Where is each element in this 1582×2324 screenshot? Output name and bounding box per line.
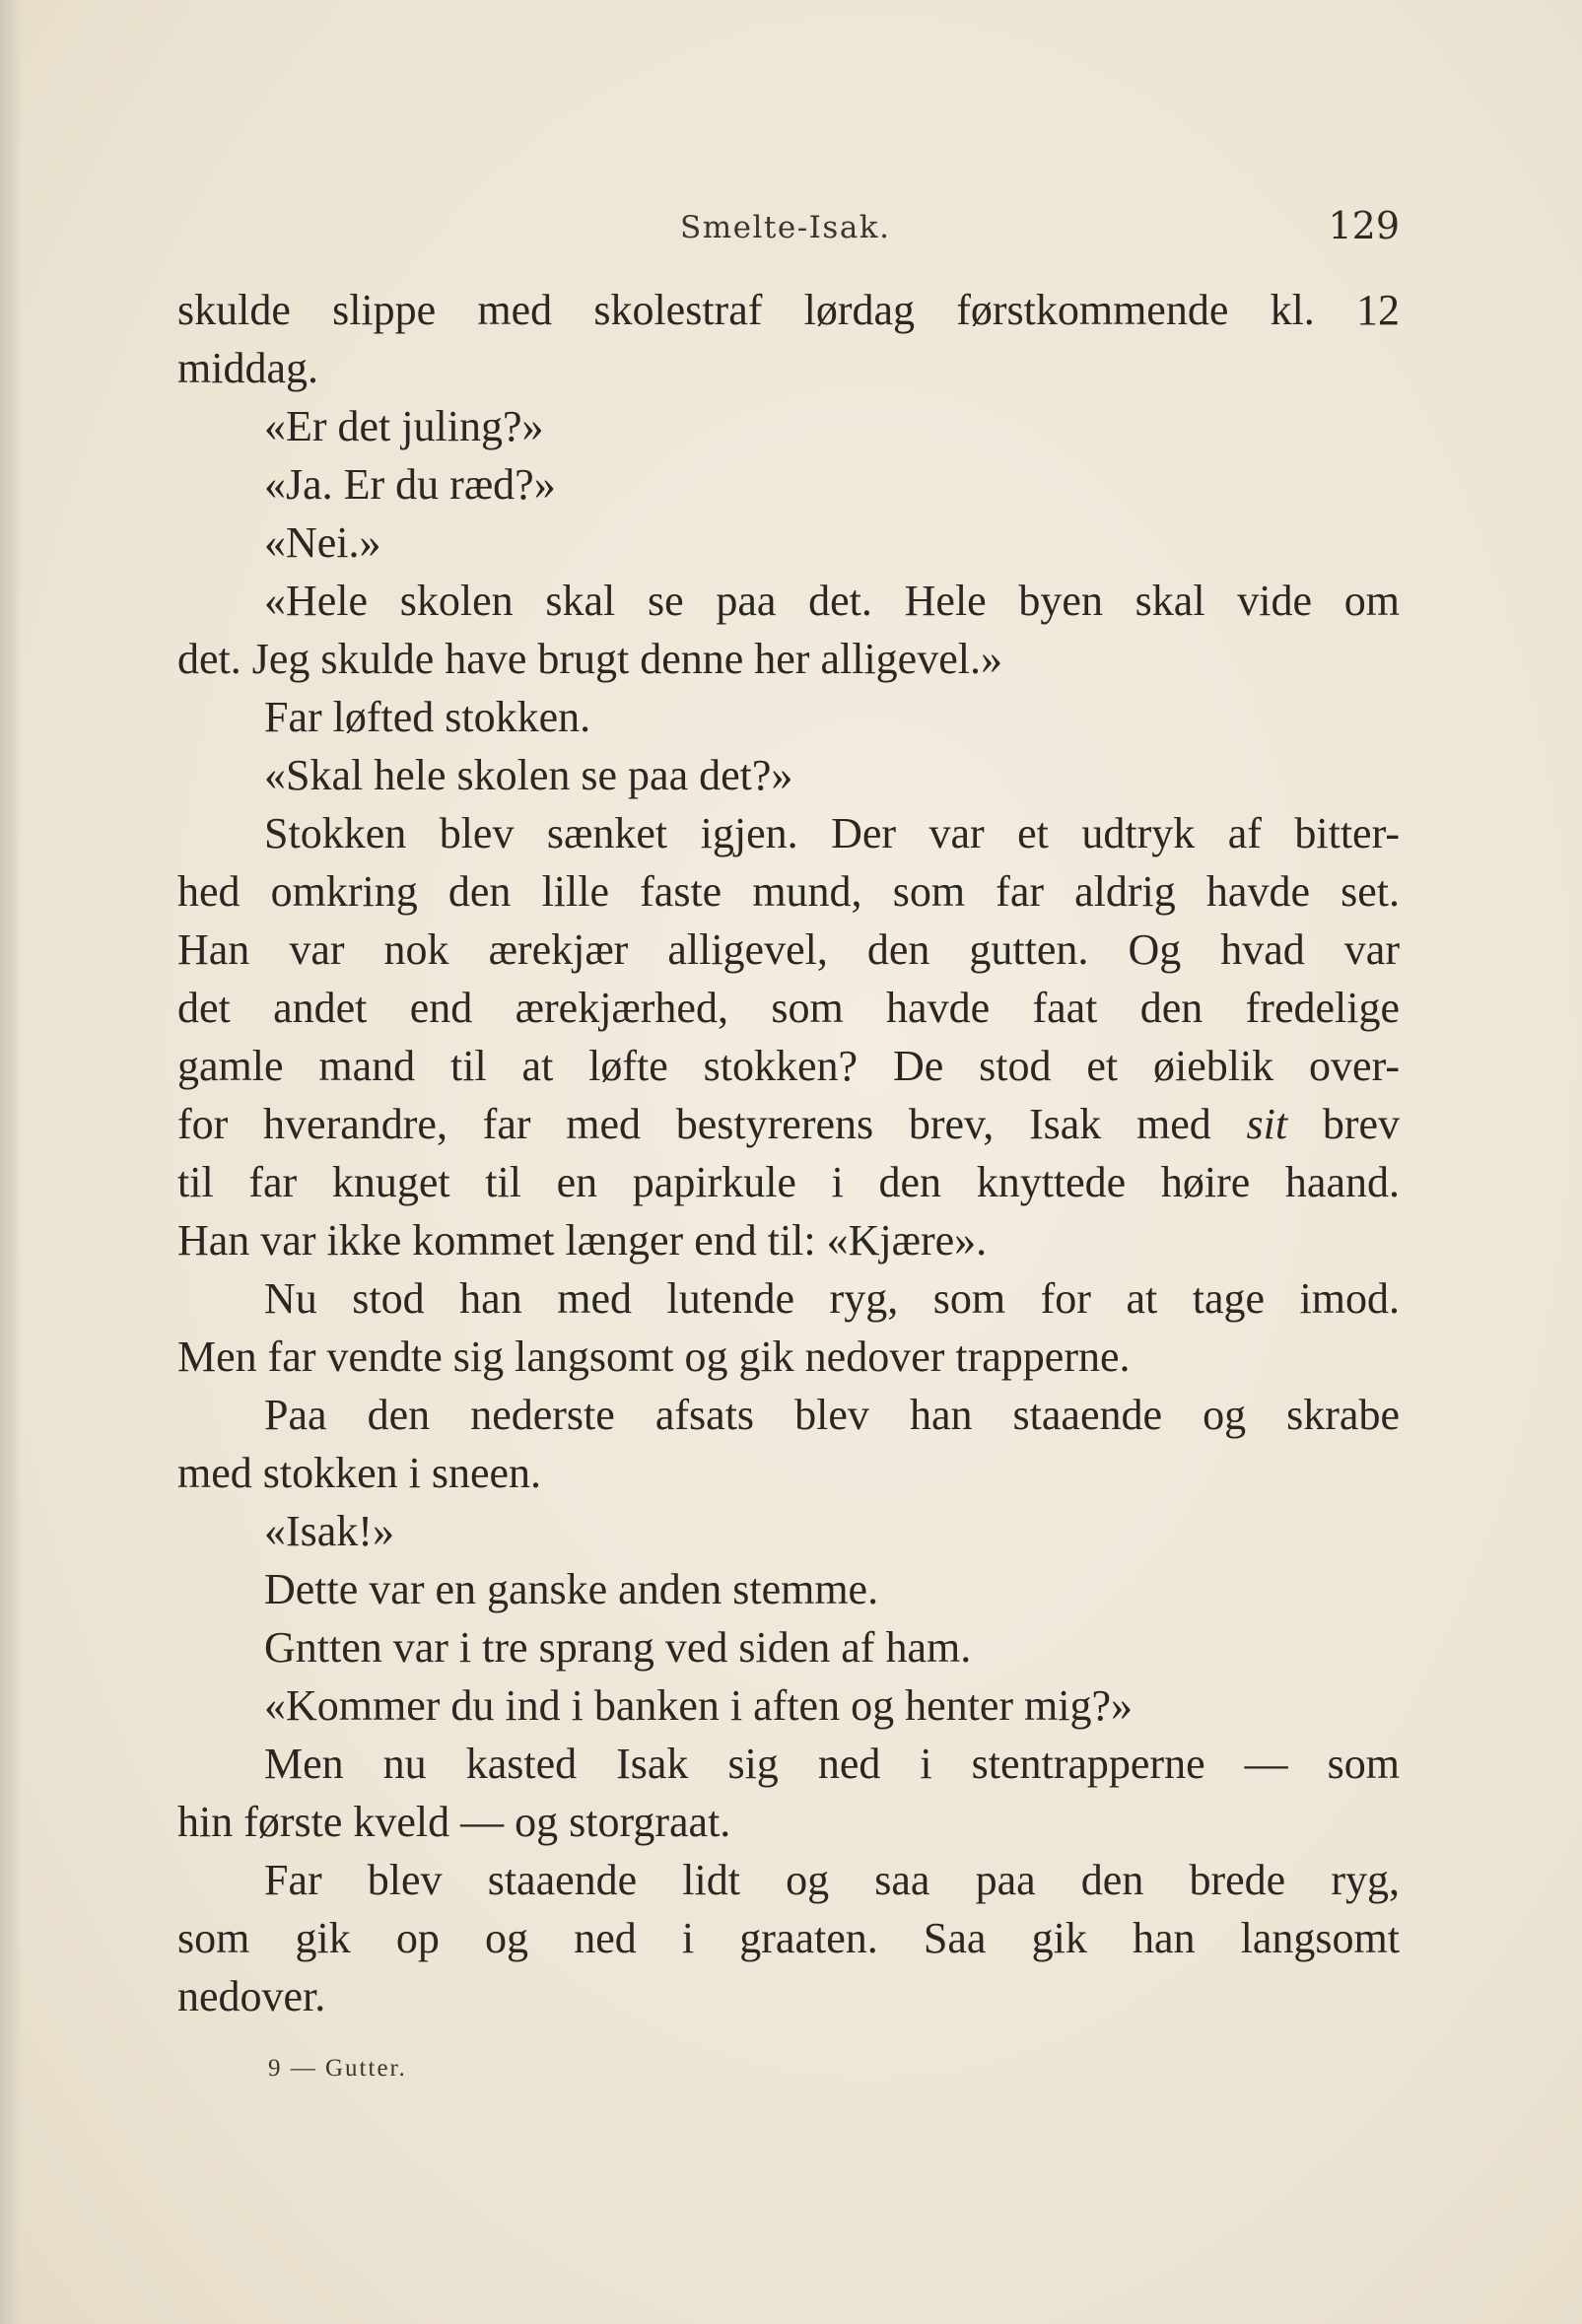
text-line: Nu stod han med lutende ryg, som for at tage imod.	[264, 1274, 1400, 1323]
text-line: Far blev staaende lidt og saa paa den brede ryg,	[264, 1856, 1400, 1904]
text-line: «Hele skolen skal se paa det. Hele byen skal vide om	[264, 577, 1400, 625]
emphasis: sit	[1246, 1100, 1288, 1148]
text-line: nedover.	[177, 1972, 326, 2020]
page-header	[177, 202, 1400, 251]
text-line: det andet end ærekjærhed, som havde faat den fredelige	[177, 984, 1400, 1032]
text-line: Far løfted stokken.	[264, 693, 591, 741]
page-spine-edge	[0, 0, 22, 2324]
text-line: for hverandre, far med bestyrerens brev, Isak med sit brev	[177, 1100, 1401, 1148]
text-line: «Nei.»	[264, 518, 381, 567]
text-line: Stokken blev sænket igjen. Der var et udtryk af bitter-	[264, 809, 1400, 857]
text-line: Men far vendte sig langsomt og gik nedover trapperne.	[177, 1333, 1131, 1381]
text-line: «Ja. Er du ræd?»	[264, 460, 556, 509]
text-line: «Er det juling?»	[264, 402, 544, 450]
text-line: det. Jeg skulde have brugt denne her alligevel.»	[177, 635, 1002, 683]
page-number: 129	[1328, 204, 1400, 247]
text-line: skulde slippe med skolestraf lørdag førstkommende kl. 12	[177, 286, 1400, 334]
text-line: Dette var en ganske anden stemme.	[264, 1565, 879, 1613]
text-line: Paa den nederste afsats blev han staaende og skrabe	[264, 1391, 1400, 1439]
text-line: til far knuget til en papirkule i den knyttede høire haand.	[177, 1158, 1400, 1206]
text-line: Men nu kasted Isak sig ned i stentrapperne — som	[264, 1740, 1400, 1788]
body-text	[177, 281, 1400, 2025]
text-line: «Isak!»	[264, 1507, 394, 1555]
text-line: middag.	[177, 344, 318, 392]
text-line: hed omkring den lille faste mund, som far aldrig havde set.	[177, 867, 1400, 916]
signature-mark: 9 — Gutter.	[268, 2055, 407, 2082]
text-line: «Kommer du ind i banken i aften og henter mig?»	[264, 1681, 1133, 1730]
text-line: Gntten var i tre sprang ved siden af ham.	[264, 1623, 972, 1672]
text-line: gamle mand til at løfte stokken? De stod et øieblik over-	[177, 1042, 1400, 1090]
text-line: Han var ikke kommet længer end til: «Kjære».	[177, 1216, 988, 1265]
text-line: Han var nok ærekjær alligevel, den gutten. Og hvad var	[177, 925, 1400, 974]
text-line: hin første kveld — og storgraat.	[177, 1798, 731, 1846]
running-title: Smelte-Isak.	[680, 210, 891, 245]
text-line: som gik op og ned i graaten. Saa gik han langsomt	[177, 1914, 1400, 1962]
text-line: «Skal hele skolen se paa det?»	[264, 751, 793, 799]
text-line: med stokken i sneen.	[177, 1449, 542, 1497]
